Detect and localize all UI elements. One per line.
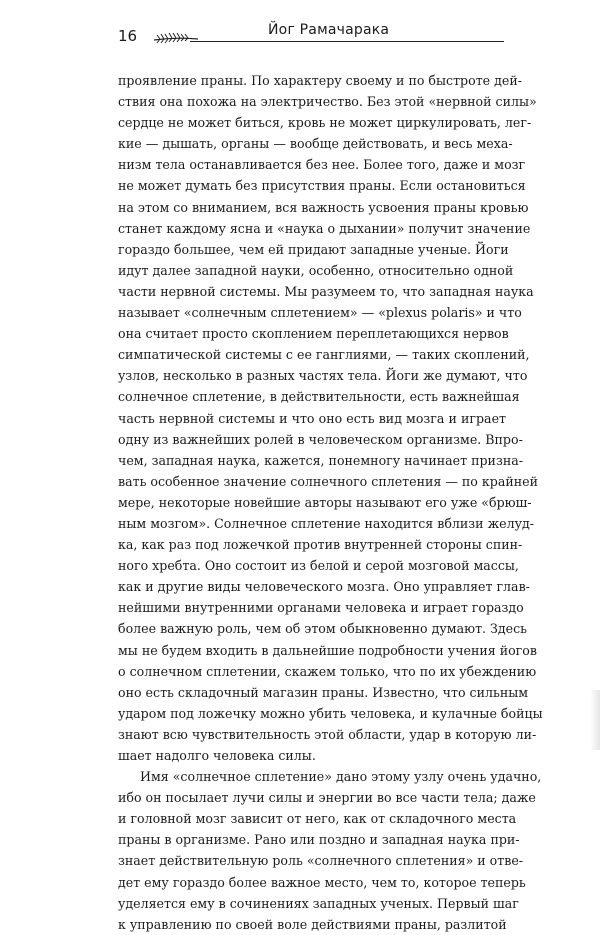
text-line: ствия она похожа на электричество. Без этой «нервной силы» xyxy=(118,94,537,110)
text-line: как и другие виды человеческого мозга. Оно управляет глав- xyxy=(118,579,530,595)
body-text xyxy=(118,70,543,935)
text-line: станет каждому ясна и «наука о дыхании» получит значение xyxy=(118,220,531,236)
paragraph-1 xyxy=(118,70,543,766)
text-line: шает надолго человека силы. xyxy=(118,748,316,763)
text-line: одну из важнейших ролей в человеческом организме. Впро- xyxy=(118,431,523,447)
page-number: 16 xyxy=(118,27,138,45)
text-line: и головной мозг зависит от него, как от складочного места xyxy=(118,811,517,827)
text-line: более важную роль, чем об этом обыкновенно думают. Здесь xyxy=(118,621,528,637)
text-line: о солнечном сплетении, скажем только, что по их убеждению xyxy=(118,663,537,679)
text-line: оно есть складочный магазин праны. Известно, что сильным xyxy=(118,684,529,700)
text-line: ибо он посылает лучи силы и энергии во все части тела; даже xyxy=(118,790,536,806)
text-line: проявление праны. По характеру своему и по быстроте дей- xyxy=(118,73,522,88)
page-edge-shadow xyxy=(590,690,600,750)
text-line: ного хребта. Оно состоит из белой и серой мозговой массы, xyxy=(118,558,519,574)
text-line: части нервной системы. Мы разумеем то, что западная наука xyxy=(118,283,534,299)
text-line: знает действительную роль «солнечного сплетения» и отве- xyxy=(118,853,524,869)
text-line: мере, некоторые новейшие авторы называют его уже «брюш- xyxy=(118,494,532,510)
text-line: кие — дышать, органы — вообще действовать, и весь меха- xyxy=(118,136,513,152)
text-line: дет ему гораздо более важное место, чем то, которое теперь xyxy=(118,874,526,890)
text-line: она считает просто скоплением переплетающихся нервов xyxy=(118,326,509,342)
text-line: Имя «солнечное сплетение» дано этому узлу очень удачно, xyxy=(140,769,542,785)
text-line: гораздо большее, чем ей придают западные ученые. Йоги xyxy=(118,241,509,257)
text-line: называет «солнечным сплетением» — «plexus polaris» и что xyxy=(118,305,522,321)
text-line: узлов, несколько в разных частях тела. Йоги же думают, что xyxy=(118,368,528,384)
text-line: симпатической системы с ее ганглиями, — таких скоплений, xyxy=(118,347,530,363)
text-line: низм тела останавливается без нее. Более того, даже и мозг xyxy=(118,157,526,173)
text-line: солнечное сплетение, в действительности, есть важнейшая xyxy=(118,389,520,405)
text-line: ударом под ложечку можно убить человека, и кулачные бойцы xyxy=(118,705,543,721)
text-line: уделяется ему в сочинениях западных ученых. Первый шаг xyxy=(118,895,519,911)
text-line: к управлению по своей воле действиями праны, разлитой xyxy=(118,916,507,932)
text-line: ка, как раз под ложечкой против внутренней стороны спин- xyxy=(118,537,523,553)
paragraph-2 xyxy=(118,766,542,935)
text-line: чем, западная наука, кажется, понемногу начинает призна- xyxy=(118,452,523,468)
header-rule xyxy=(190,41,504,42)
text-line: часть нервной системы и что оно есть вид мозга и играет xyxy=(118,410,506,426)
text-line: на этом со вниманием, вся важность усвоения праны кровью xyxy=(118,199,529,215)
text-line: ным мозгом». Солнечное сплетение находится вблизи желуд- xyxy=(118,515,535,531)
text-line: идут далее западной науки, особенно, относительно одной xyxy=(118,262,514,278)
fern-ornament-icon xyxy=(152,30,200,46)
text-line: знают всю чувствительность этой области, удар в которую ли- xyxy=(118,726,537,742)
running-title: Йог Рамачарака xyxy=(268,22,390,38)
page-header xyxy=(0,0,600,60)
text-line: мы не будем входить в дальнейшие подробности учения йогов xyxy=(118,642,537,658)
text-line: не может думать без присутствия праны. Если остановиться xyxy=(118,178,526,194)
text-line: праны в организме. Рано или поздно и западная наука при- xyxy=(118,832,520,848)
text-line: нейшими внутренними органами человека и играет гораздо xyxy=(118,600,524,616)
text-line: сердце не может биться, кровь не может циркулировать, лег- xyxy=(118,115,532,131)
text-line: вать особенное значение солнечного сплетения — по крайней xyxy=(118,473,538,489)
